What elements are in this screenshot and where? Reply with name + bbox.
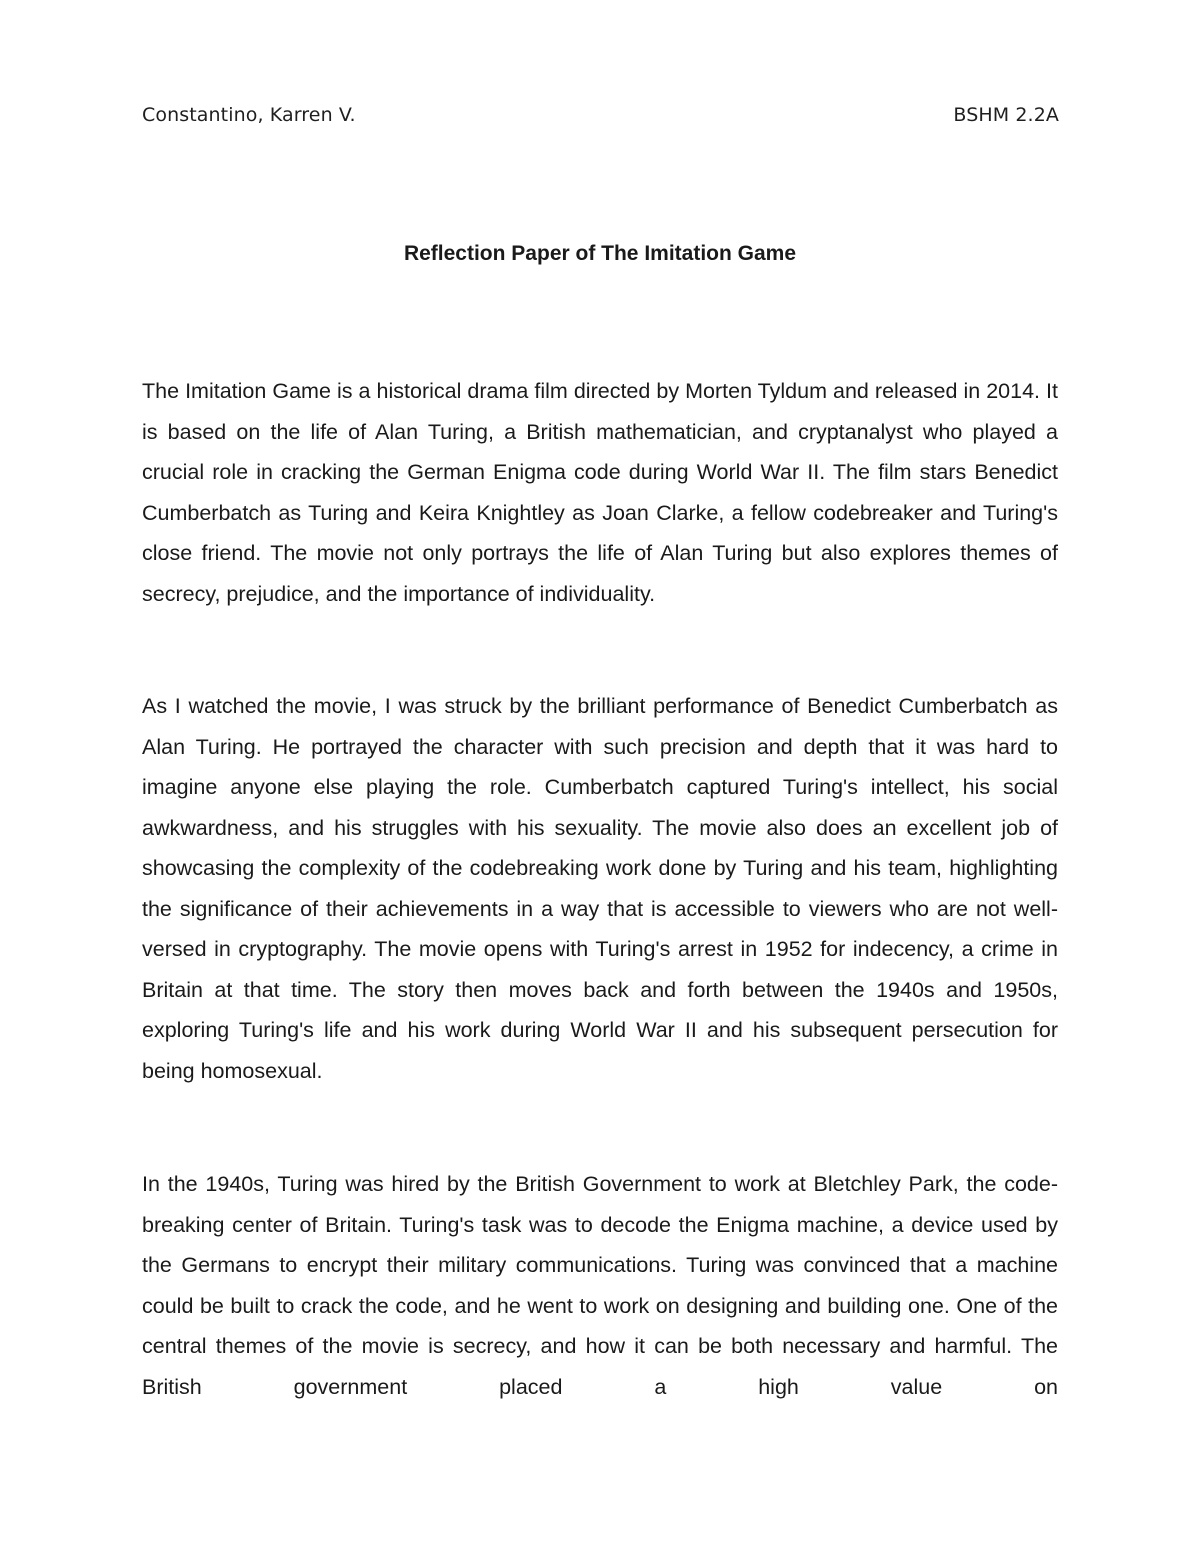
- paragraph-bletchley-park: In the 1940s, Turing was hired by the British Government to work at Bletchley Park, the code-breaking center of Britain. Turing's task was to decode the Enigma machine, a device used by the Germans to encrypt their military communications. Turing was convinced that a machine could be built to crack the code, and he went to work on designing and building one. One of the central themes of the movie is secrecy, and how it can be both necessary and harmful. The British government placed a high value on: [142, 1172, 1058, 1399]
- document-header: [142, 100, 1059, 130]
- paragraph-introduction: The Imitation Game is a historical drama film directed by Morten Tyldum and released in 2014. It is based on the life of Alan Turing, a British mathematician, and cryptanalyst who played a crucial role in cracking the German Enigma code during World War II. The film stars Benedict Cumberbatch as Turing and Keira Knightley as Joan Clarke, a fellow codebreaker and Turing's close friend. The movie not only portrays the life of Alan Turing but also explores themes of secrecy, prejudice, and the importance of individuality.: [142, 379, 1058, 606]
- class-section: BSHM 2.2A: [953, 104, 1059, 126]
- page-title: Reflection Paper of The Imitation Game: [403, 242, 797, 265]
- author-name: Constantino, Karren V.: [142, 104, 356, 126]
- paragraph-performance: As I watched the movie, I was struck by the brilliant performance of Benedict Cumberbatch as Alan Turing. He portrayed the character with such precision and depth that it was hard to imagine anyone else playing the role. Cumberbatch captured Turing's intellect, his social awkwardness, and his struggles with his sexuality. The movie also does an excellent job of showcasing the complexity of the codebreaking work done by Turing and his team, highlighting the significance of their achievements in a way that is accessible to viewers who are not well-versed in cryptography. The movie opens with Turing's arrest in 1952 for indecency, a crime in Britain at that time. The story then moves back and forth between the 1940s and 1950s, exploring Turing's life and his work during World War II and his subsequent persecution for being homosexual.: [142, 694, 1058, 1083]
